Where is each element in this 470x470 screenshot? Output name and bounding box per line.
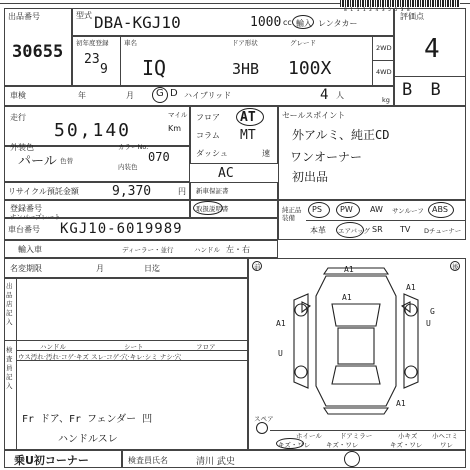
load-unit: kg xyxy=(382,96,390,104)
mark-a1-front: A1 xyxy=(344,266,354,274)
damage-tag: シミ xyxy=(144,353,158,361)
footer-scratch-value: キズ・ワレ xyxy=(390,441,423,449)
opt-aw: AW xyxy=(370,205,383,214)
displacement-value: 1000 xyxy=(250,15,282,30)
mark-a1-right-front: A1 xyxy=(406,283,416,292)
damage-tag: ナシ xyxy=(159,353,173,361)
drive-2wd: 2WD xyxy=(376,44,392,52)
grade-label: グレード xyxy=(290,39,316,47)
model-type-value: DBA-KGJ10 xyxy=(94,13,181,32)
opt-ps: PS xyxy=(312,205,322,214)
spare-label: スペア xyxy=(254,415,274,423)
equip-label: 純正品装備 xyxy=(282,206,302,222)
opt-sr: SR xyxy=(372,225,383,234)
drive-4wd: 4WD xyxy=(376,68,392,76)
sales-point-3: 初出品 xyxy=(292,170,329,184)
interior-color-label: 内装色 xyxy=(118,163,138,171)
damage-tag: コゲ xyxy=(106,353,120,361)
handle-value: 左・右 xyxy=(226,245,250,254)
mark-u-right: U xyxy=(426,319,431,328)
seat-header: シート xyxy=(124,343,144,351)
recycle-value: 9,370 xyxy=(112,184,152,199)
column-label: コラム xyxy=(196,131,220,140)
floor-header: フロア xyxy=(196,343,216,351)
chassis-label: 車台番号 xyxy=(8,225,40,234)
footer-scratch-label: 小キズ xyxy=(398,432,418,440)
recycle-unit: 円 xyxy=(178,187,186,196)
dealer-label: ディーラー・並行 xyxy=(122,246,174,254)
lot-number-label: 出品番号 xyxy=(8,12,40,21)
new-car-warranty-label: 新車保証書 xyxy=(196,187,229,195)
score-value: 4 xyxy=(424,34,440,64)
displacement-unit: cc xyxy=(283,18,292,27)
floor-label: フロア xyxy=(196,113,220,122)
roof xyxy=(338,328,374,364)
doors-label: ドア形状 xyxy=(232,39,258,47)
spare-circle xyxy=(256,422,268,434)
fuel-g: G xyxy=(156,88,164,99)
inspector-note-label: 検査員記入 xyxy=(6,346,13,390)
opt-abs-circle xyxy=(428,202,454,218)
inspector-name: 清川 武史 xyxy=(196,457,235,467)
inspection-label: 車検 xyxy=(10,91,26,100)
note-handwritten-1: Fr ドア、Fr フェンダー 凹 xyxy=(22,414,153,425)
opt-dtuner: Dチューナー xyxy=(424,227,462,235)
mark-a1-left: A1 xyxy=(276,319,286,328)
damage-tag: キレ xyxy=(129,353,143,361)
lot-number-value: 30655 xyxy=(12,42,64,62)
opt-tv: TV xyxy=(400,225,411,234)
front-label: 前 xyxy=(254,263,261,271)
opt-abs: ABS xyxy=(432,205,448,214)
inspector-label: 検査員氏名 xyxy=(128,456,168,465)
capacity-value: 4 xyxy=(320,87,329,103)
score-label: 評価点 xyxy=(400,12,424,21)
rental-label: レンタカー xyxy=(318,19,358,28)
damage-tags: ウス汚れ·汚れ·コゲ·キズ スレ·コゲ·穴·キレ·シミ ナシ·穴 xyxy=(18,353,182,361)
handle-label: ハンドル xyxy=(194,246,220,254)
mark-g-right: G xyxy=(430,307,435,316)
damage-tag: ウス汚れ xyxy=(18,353,44,361)
mileage-unit-km: Km xyxy=(168,124,182,133)
rear-window xyxy=(332,366,380,384)
mileage-unit-mile: マイル xyxy=(168,111,188,119)
first-reg-label: 初年度登録 xyxy=(76,39,109,47)
model-type-label: 型式 xyxy=(76,11,92,20)
footer-wheel-label: ホイール xyxy=(296,432,322,440)
plate-sub: ナンバープレート xyxy=(10,213,61,221)
trans-mt: MT xyxy=(240,128,256,143)
first-reg-month: 9 xyxy=(100,62,108,77)
color-label: 外装色 xyxy=(10,143,34,152)
corner-label: 乗U初コーナー xyxy=(14,454,89,467)
barcode-number: 8 1 1 1 2 4 3 5 5 3 8 xyxy=(344,8,411,13)
inspector-box xyxy=(122,450,466,468)
damage-tag: 穴 xyxy=(121,353,128,361)
remarks-month: 月 xyxy=(96,264,104,273)
trans-at: AT xyxy=(240,110,256,125)
mileage-label: 走行 xyxy=(10,113,26,122)
front-bumper xyxy=(324,268,388,274)
manual-label: 取扱説明書 xyxy=(196,205,229,213)
sales-point-label: セールスポイント xyxy=(282,111,346,120)
opt-pw-circle xyxy=(336,202,360,218)
rear-bumper xyxy=(324,408,388,414)
aircon-value: AC xyxy=(218,166,234,181)
car-outline-diagram xyxy=(256,266,456,416)
opt-airbag-circle xyxy=(336,222,364,238)
plate-label: 登録番号 xyxy=(10,204,42,213)
trans-at-circle xyxy=(236,108,264,126)
opt-pw: PW xyxy=(340,205,353,214)
mileage-value: 50,140 xyxy=(54,120,132,141)
damage-tag: スレ xyxy=(91,353,104,361)
fuel-d: D xyxy=(170,88,178,99)
color-code-label: カラーNo. xyxy=(118,143,149,151)
note-handwritten-2: ハンドルスレ xyxy=(58,434,118,445)
opt-sunroof: サンルーフ xyxy=(392,207,424,215)
color-value: パール xyxy=(18,154,57,169)
barcode xyxy=(340,0,460,7)
import-circle xyxy=(292,15,314,29)
fuel-hybrid: ハイブリッド xyxy=(184,91,232,100)
footer-dent-label: 小ヘコミ xyxy=(432,432,458,440)
grade-value: 100X xyxy=(288,58,332,79)
car-body-top xyxy=(316,276,396,406)
fuel-g-circle xyxy=(152,87,168,103)
import-route-label: 輸入車 xyxy=(18,245,42,254)
capacity-unit: 人 xyxy=(336,91,344,100)
remarks-day: 日迄 xyxy=(144,264,160,273)
opt-airbag: エアバッグ xyxy=(338,227,370,235)
inspection-month-suffix: 月 xyxy=(126,91,134,100)
opt-ps-circle xyxy=(308,202,330,218)
dealer-note-label: 出品店記入 xyxy=(6,282,13,326)
windshield xyxy=(332,304,380,326)
paint-change-label: 色替 xyxy=(60,157,73,165)
damage-tag: 汚れ xyxy=(45,353,59,361)
right-rear-wheel xyxy=(405,366,417,378)
score-sub-value: B B xyxy=(402,80,445,100)
damage-tag: 穴 xyxy=(174,353,182,361)
footer-wheel-value: キズ・ワレ xyxy=(278,441,311,449)
mark-u-left: U xyxy=(278,349,283,358)
rear-label: 後 xyxy=(452,263,459,271)
import-label: 輸入 xyxy=(296,19,312,28)
vehicle-name-label: 車名 xyxy=(124,39,137,47)
speed-label: 速 xyxy=(262,149,270,158)
vehicle-name-value: IQ xyxy=(142,56,167,80)
chassis-value: KGJ10-6019989 xyxy=(60,221,183,237)
remarks-label: 名変期限 xyxy=(10,264,42,273)
sales-point-2: ワンオーナー xyxy=(290,150,363,164)
inspector-stamp xyxy=(344,451,360,467)
opt-leather: 本革 xyxy=(310,226,326,235)
first-reg-year: 23 xyxy=(84,52,100,67)
damage-tag: キズ xyxy=(76,353,89,361)
mark-a1-hood: A1 xyxy=(342,293,352,302)
footer-dent-value: ワレ xyxy=(440,441,453,449)
left-rear-wheel xyxy=(295,366,307,378)
recycle-label: リサイクル預託金額 xyxy=(8,187,79,196)
damage-tag: コゲ xyxy=(60,353,74,361)
dash-label: ダッシュ xyxy=(196,149,228,158)
doors-value: 3HB xyxy=(232,60,260,78)
color-code-value: 070 xyxy=(148,150,170,164)
left-side xyxy=(294,294,308,388)
sales-point-1: 外アルミ、純正CD xyxy=(292,128,390,142)
footer-wheel-circle xyxy=(276,438,304,449)
footer-mirror-label: ドアミラー xyxy=(340,432,373,440)
interior-header: ハンドル xyxy=(40,343,66,351)
inspection-year-suffix: 年 xyxy=(78,91,86,100)
warranty-circle xyxy=(193,201,223,215)
mark-a1-rear: A1 xyxy=(396,399,406,408)
right-side xyxy=(404,294,418,388)
footer-mirror-value: キズ・ワレ xyxy=(326,441,359,449)
